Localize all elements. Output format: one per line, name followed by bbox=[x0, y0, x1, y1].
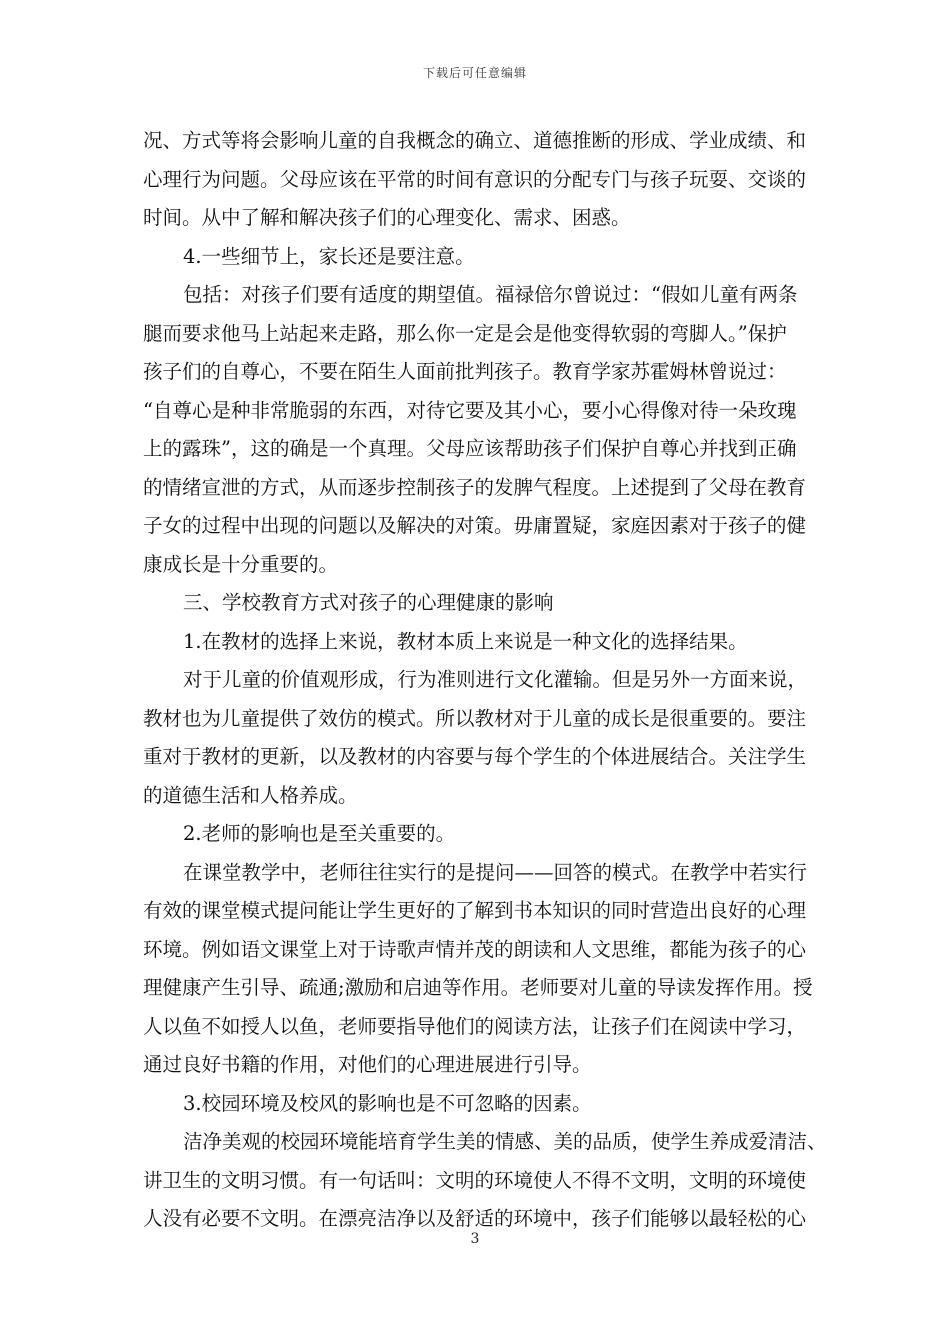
text-line: 包括：对孩子们要有适度的期望值。福禄倍尔曾说过：“假如儿童有两条 bbox=[183, 283, 798, 306]
text-line: 讲卫生的文明习惯。有一句话叫：文明的环境使人不得不文明，文明的环境使 bbox=[143, 1168, 807, 1192]
text-line: 1.在教材的选择上来说，教材本质上来说是一种文化的选择结果。 bbox=[183, 629, 748, 653]
page-number: 3 bbox=[470, 1231, 480, 1247]
text-line: “自尊心是种非常脆弱的东西，对待它要及其小心，要小心得像对待一朵玫瑰 bbox=[143, 398, 797, 422]
text-line: 2.老师的影响也是至关重要的。 bbox=[183, 822, 456, 845]
text-line: 康成长是十分重要的。 bbox=[143, 552, 339, 576]
text-line: 人没有必要不文明。在漂亮洁净以及舒适的环境中，孩子们能够以最轻松的心 bbox=[143, 1207, 807, 1230]
text-line: 孩子们的自尊心，不要在陌生人面前批判孩子。教育学家苏霍姆林曾说过： bbox=[143, 360, 787, 383]
text-line: 4.一些细节上，家长还是要注意。 bbox=[183, 244, 475, 268]
text-line: 教材也为儿童提供了效仿的模式。所以教材对于儿童的成长是很重要的。要注 bbox=[143, 706, 807, 730]
text-line: 时间。从中了解和解决孩子们的心理变化、需求、困惑。 bbox=[143, 206, 631, 229]
text-line: 子女的过程中出现的问题以及解决的对策。毋庸置疑，家庭因素对于孩子的健 bbox=[143, 514, 807, 537]
text-line: 洁净美观的校园环境能培育学生美的情感、美的品质，使学生养成爱清洁、 bbox=[183, 1130, 827, 1153]
text-line: 人以鱼不如授人以鱼，老师要指导他们的阅读方法，让孩子们在阅读中学习， bbox=[143, 1014, 807, 1038]
text-line: 有效的课堂模式提问能让学生更好的了解到书本知识的同时营造出良好的心理 bbox=[143, 899, 807, 922]
text-line: 在课堂教学中，老师往往实行的是提问——回答的模式。在教学中若实行 bbox=[183, 860, 808, 884]
text-line: 理健康产生引导、疏通;激励和启迪等作用。老师要对儿童的导读发挥作用。授 bbox=[143, 976, 813, 999]
text-line: 心理行为问题。父母应该在平常的时间有意识的分配专门与孩子玩耍、交谈的 bbox=[143, 167, 807, 191]
text-line: 3.校园环境及校风的影响也是不可忽略的因素。 bbox=[183, 1091, 592, 1115]
text-line: 重对于教材的更新，以及教材的内容要与每个学生的个体进展结合。关注学生 bbox=[143, 745, 807, 768]
text-line: 对于儿童的价值观形成，行为准则进行文化灌输。但是另外一方面来说， bbox=[183, 668, 808, 691]
document-body bbox=[143, 122, 827, 1239]
text-line: 通过良好书籍的作用，对他们的心理进展进行引导。 bbox=[143, 1053, 592, 1076]
text-line: 环境。例如语文课堂上对于诗歌声情并茂的朗读和人文思维，都能为孩子的心 bbox=[143, 937, 807, 961]
text-line: 腿而要求他马上站起来走路，那么你一定是会是他变得软弱的弯脚人。”保护 bbox=[143, 321, 787, 345]
page-header: 下载后可任意编辑 bbox=[422, 66, 527, 80]
text-line: 的道德生活和人格养成。 bbox=[143, 783, 358, 807]
text-line: 三、学校教育方式对孩子的心理健康的影响 bbox=[183, 591, 554, 614]
text-line: 况、方式等将会影响儿童的自我概念的确立、道德推断的形成、学业成绩、和 bbox=[143, 129, 807, 152]
text-line: 上的露珠”，这的确是一个真理。父母应该帮助孩子们保护自尊心并找到正确 bbox=[143, 437, 797, 460]
text-line: 的情绪宣泄的方式，从而逐步控制孩子的发脾气程度。上述提到了父母在教育 bbox=[143, 475, 807, 499]
